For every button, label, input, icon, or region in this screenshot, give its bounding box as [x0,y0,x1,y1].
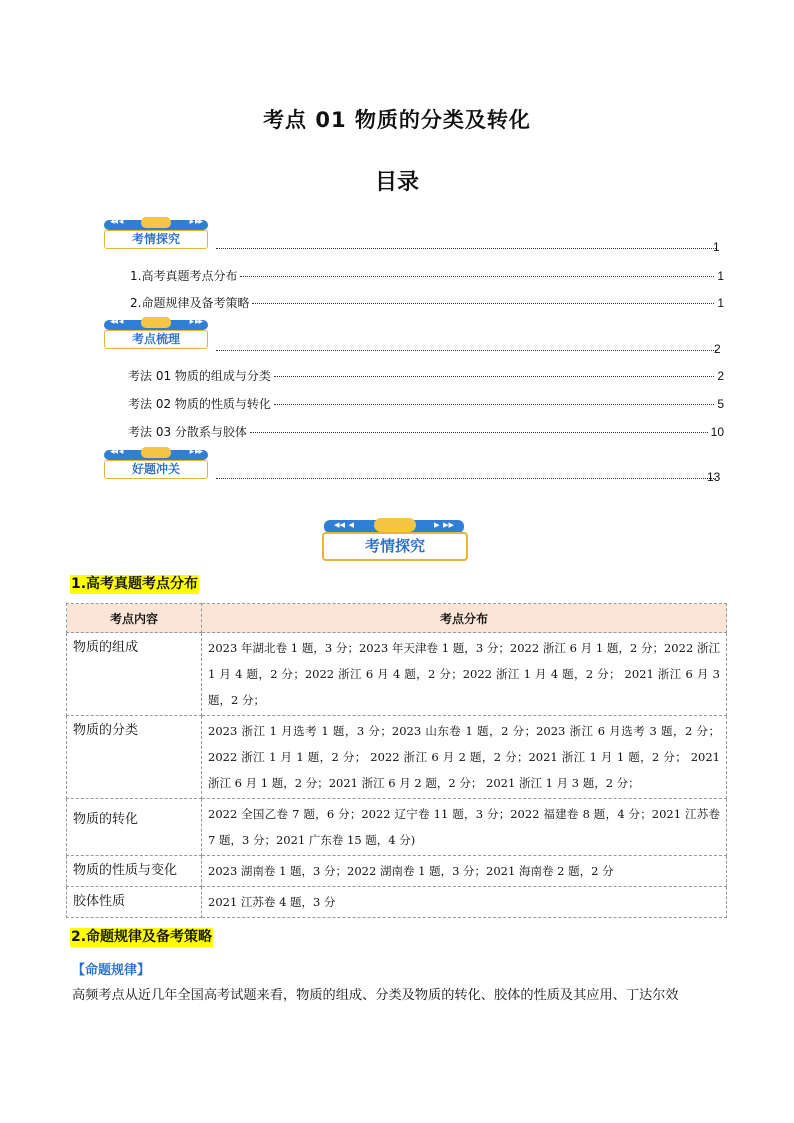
toc-page-number: 13 [707,470,721,484]
toc-leader [216,350,716,351]
topic-cell: 胶体性质 [67,887,202,918]
section-badge-kaoqing [322,518,468,560]
toc-item-page: 10 [710,425,724,439]
toc-heading: 目录 [374,170,419,195]
topic-cell: 物质的分类 [67,716,202,799]
toc-item-page: 5 [717,397,724,411]
column-header: 考点内容 [67,604,202,633]
rule-tag: 【命题规律】 [72,963,151,978]
toc-item-label: 1.高考真题考点分布 [130,269,238,283]
toc-item-page: 2 [717,369,724,383]
toc-page-number: 1 [713,240,720,254]
page-title: 考点 01 物质的分类及转化 [263,108,531,132]
distribution-cell: 2023 湖南卷 1 题，3 分；2022 湖南卷 1 题，3 分；2021 海南卷 2 题，2 分 [202,856,727,887]
table-row [67,716,727,799]
toc-item-gaokao[interactable] [130,267,724,284]
badge-label: 考点梳理 [131,332,180,346]
section-heading-distribution: 1.高考真题考点分布 [71,576,199,592]
distribution-cell: 2023 浙江 1 月选考 1 题，3 分；2023 山东卷 1 题，2 分；2023 浙江 6 月选考 3 题，2 分；2022 浙江 1 月 1 题，2 分； 2022 浙江 6 月 2 题，2 分；2021 浙江 1 月 1 题，2 分； 2021 浙江 6 月 1 题，2 分；2021 浙江 6 月 2 题，2 分； 2021 浙江 1 月 3 题，2 分； [202,716,727,799]
table-row [67,633,727,716]
topic-cell: 物质的性质与变化 [67,856,202,887]
table-row [67,887,727,918]
topic-cell: 物质的组成 [67,633,202,716]
table-header-row [67,604,727,633]
section-heading-strategy: 2.命题规律及备考策略 [71,929,213,945]
toc-leader [216,248,716,249]
exam-distribution-table [66,603,727,918]
toc-item-label: 考法 02 物质的性质与转化 [128,397,271,411]
toc-page-number: 2 [714,342,721,356]
toc-section-badge-kaodian[interactable] [104,320,210,350]
toc-section-badge-haoti[interactable] [104,450,210,480]
toc-item-label: 2.命题规律及备考策略 [130,296,250,310]
toc-item-kaofa-02[interactable] [128,395,724,412]
topic-cell: 物质的转化 [67,799,202,856]
toc-item-label: 考法 01 物质的组成与分类 [128,369,271,383]
badge-label: 考情探究 [364,537,425,555]
toc-section-badge-kaoqing[interactable] [104,220,210,250]
badge-label: 好题冲关 [131,462,180,476]
table-row [67,799,727,856]
toc-item-page: 1 [717,296,724,310]
column-header: 考点分布 [202,604,727,633]
distribution-cell: 2021 江苏卷 4 题，3 分 [202,887,727,918]
toc-item-kaofa-01[interactable] [128,367,724,384]
toc-item-kaofa-03[interactable] [128,423,724,440]
rule-paragraph: 高频考点从近几年全国高考试题来看，物质的组成、分类及物质的转化、胶体的性质及其应用、丁达尔效 [72,988,679,1003]
toc-leader [216,478,716,479]
badge-label: 考情探究 [131,232,180,246]
toc-item-label: 考法 03 分散系与胶体 [128,425,247,439]
toc-item-mingti[interactable] [130,294,724,311]
distribution-cell: 2022 全国乙卷 7 题，6 分；2022 辽宁卷 11 题，3 分；2022 福建卷 8 题，4 分；2021 江苏卷 7 题，3 分；2021 广东卷 15 题，4 分) [202,799,727,856]
table-row [67,856,727,887]
toc-item-page: 1 [717,269,724,283]
distribution-cell: 2023 年湖北卷 1 题，3 分；2023 年天津卷 1 题，3 分；2022 浙江 6 月 1 题，2 分；2022 浙江 1 月 4 题，2 分；2022 浙江 6 月 4 题，2 分；2022 浙江 1 月 4 题，2 分； 2021 浙江 6 月 3 题，2 分； [202,633,727,716]
